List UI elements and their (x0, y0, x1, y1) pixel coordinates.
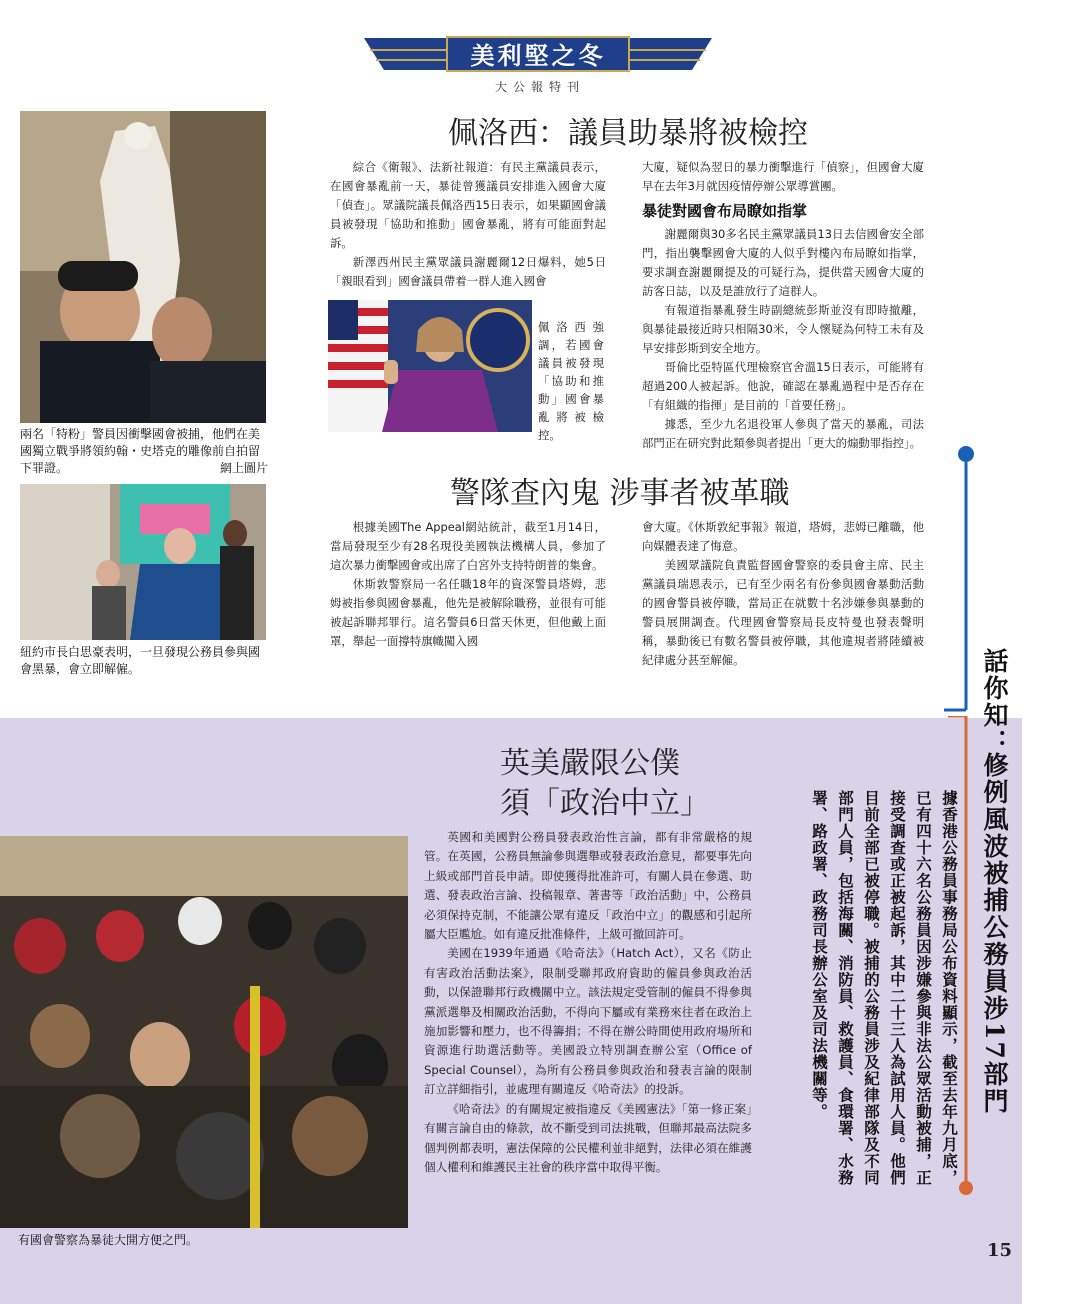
article1-subheading: 暴徒對國會布局瞭如指掌 (642, 202, 808, 220)
article1-continued: 大廈，疑似為翌日的暴力衝擊進行「偵察」，但國會大廈早在去年3月就因疫情停辦公眾導賞團。 (642, 160, 924, 193)
pelosi-inset-caption: 佩洛西強調，若國會議員被發現「協助和推動」國會暴亂將被檢控。 (538, 320, 604, 442)
sidebar-label: 話你知： (980, 648, 1009, 756)
article1-para: 有報道指暴亂發生時副總統彭斯並沒有即時撤離，與暴徒最接近時只相隔30米，令人懷疑為何特工未有及早安排彭斯到安全地方。 (642, 303, 924, 355)
article3-body (424, 828, 752, 1177)
photo1-caption-text: 兩名「特粉」警員因衝擊國會被捕，他們在美國獨立戰爭將領約翰・史塔克的雕像前自拍留下罪證。 (20, 427, 261, 475)
article1-col2 (642, 158, 924, 453)
capitol-crowd-photo (0, 836, 408, 1228)
article1-para: 哥倫比亞特區代理檢察官舍溫15日表示，可能將有超過200人被起訴。他說，確認在暴亂過程中是否存在「有組織的指揮」是目前的「首要任務」。 (642, 360, 924, 412)
article2-para: 休斯敦警察局一名任職18年的資深警員塔姆，悲姆被指參與國會暴亂，他先是被解除職務，並很有可能被起訴聯邦罪行。這名警員6日當天休更，但他戴上面罩，舉起一面撐特旗幟闖入國 (330, 577, 606, 648)
article2-col1 (330, 518, 606, 651)
photo1-credit: 網上圖片 (219, 461, 268, 475)
nyc-mayor-photo (20, 484, 266, 640)
masthead-banner (364, 36, 712, 74)
sidebar-body: 據香港公務員事務局公布資料顯示，截至去年九月底，已有四十六名公務員因涉嫌參與非法公眾活動被捕，正接受調查或正被起訴，其中二十三人為試用人員。他們目前全部已被停職。被捕的公務員涉及紀律部隊及不同部門人員，包括海關、消防員、救護員、食環署、水務署、路政署、政務司長辦公室及司法機關等。 (810, 790, 959, 1186)
article3-headline-line2: 須「政治中立」 (500, 786, 710, 821)
article2-headline: 警隊查內鬼 涉事者被革職 (450, 476, 790, 511)
article3-para: 《哈奇法》的有關規定被指違反《美國憲法》「第一修正案」有關言論自由的條款，故不斷受到司法挑戰，但聯邦最高法院多個判例都表明，憲法保障的公民權利並非絕對，法律必須在維護個人權利和維護民主社會的秩序當中取得平衡。 (424, 1101, 752, 1174)
article1-col1 (330, 158, 606, 291)
article3-para: 美國在1939年通過《哈奇法》（Hatch Act），又名《防止有害政治活動法案》，限制受聯邦政府資助的僱員參與政治活動，以保證聯邦行政機關中立。該法規定受管制的僱員不得參與黨派選舉及相關政治活動，不得向下屬或有業務來往者在政治上施加影響和壓力，也不得籌捐；不得在辦公時間使用政府場所和資源進行助選活動等。美國設立特別調查辦公室（Office of Special Counsel），為所有公務員參與政治和發表言論的限制訂立詳細指引，並處理有關違反《哈奇法》的投訴。 (424, 946, 752, 1097)
article2-para: 美國眾議院負責監督國會警察的委員會主席、民主黨議員瑞恩表示，已有至少兩名有份參與國會暴動活動的國會警員被停職，當局正在就數十名涉嫌參與暴動的警員展開調查。代理國會警察局長皮特曼也發表聲明稱，暴動後已有數名警員被停職，其他違規者將陸續被紀律處分甚至解僱。 (642, 558, 924, 667)
article3-headline-line1: 英美嚴限公僕 (500, 746, 680, 781)
article3-headline (500, 744, 710, 824)
statue-selfie-caption (20, 426, 268, 477)
article2-para: 根據美國The Appeal網站統計，截至1月14日，當局發現至少有28名現役美國執法機構人員，參加了這次暴力衝擊國會或出席了白宮外支持特朗普的集會。 (330, 520, 606, 572)
article1-para: 謝麗爾與30多名民主黨眾議員13日去信國會安全部門，指出襲擊國會大廈的人似乎對樓內布局瞭如指掌，要求調查謝麗爾提及的可疑行為，提供當天國會大廈的訪客日誌，以及是誰放行了這群人。 (642, 227, 924, 298)
masthead-subtitle: 大公報特刊 (494, 80, 585, 94)
masthead-title: 美利堅之冬 (446, 36, 630, 72)
article3-para: 英國和美國對公務員發表政治性言論，都有非常嚴格的規管。在英國，公務員無論參與選舉或發表政治意見，都要事先向上級或部門首長申請。即使獲得批准許可，有關人員在參選、助選、發表政治言論、投稿報章、著書等「政治活動」中，公務員必須保持克制，不能讓公眾有違反「政治中立」的觀感和引起所屬大臣尷尬。如有違反批准條件，上級可撤回許可。 (424, 830, 752, 942)
crowd-caption: 有國會警察為暴徒大開方便之門。 (18, 1233, 199, 1247)
sidebar-headline: 修例風波被捕公務員涉17部門 (980, 752, 1009, 1115)
article2-col2 (642, 518, 924, 670)
article1-para: 據悉，至少九名退役軍人參與了當天的暴亂，司法部門正在研究對此類參與者提出「更大的煽動罪指控」。 (642, 417, 924, 450)
article2-continued: 會大廈。《休斯敦紀事報》報道，塔姆，悲姆已離職，他向媒體表達了悔意。 (642, 520, 924, 553)
article1-para: 新澤西州民主黨眾議員謝麗爾12日爆料，她5日「親眼看到」國會議員帶着一群人進入國會 (330, 255, 606, 288)
pelosi-photo (328, 300, 532, 432)
page-number: 15 (986, 1240, 1012, 1261)
nyc-mayor-caption: 紐約市長白思豪表明，一旦發現公務員參與國會黑暴，會立即解僱。 (20, 645, 261, 676)
article1-headline: 佩洛西：議員助暴將被檢控 (448, 116, 808, 151)
statue-selfie-photo (20, 111, 266, 423)
article1-para: 綜合《衛報》、法新社報道：有民主黨議員表示，在國會暴亂前一天，暴徒曾獲議員安排進入國會大廈「偵查」。眾議院議長佩洛西15日表示，如果顯國會議員被發現「協助和推動」國會暴亂，將有可能面對起訴。 (330, 160, 606, 250)
